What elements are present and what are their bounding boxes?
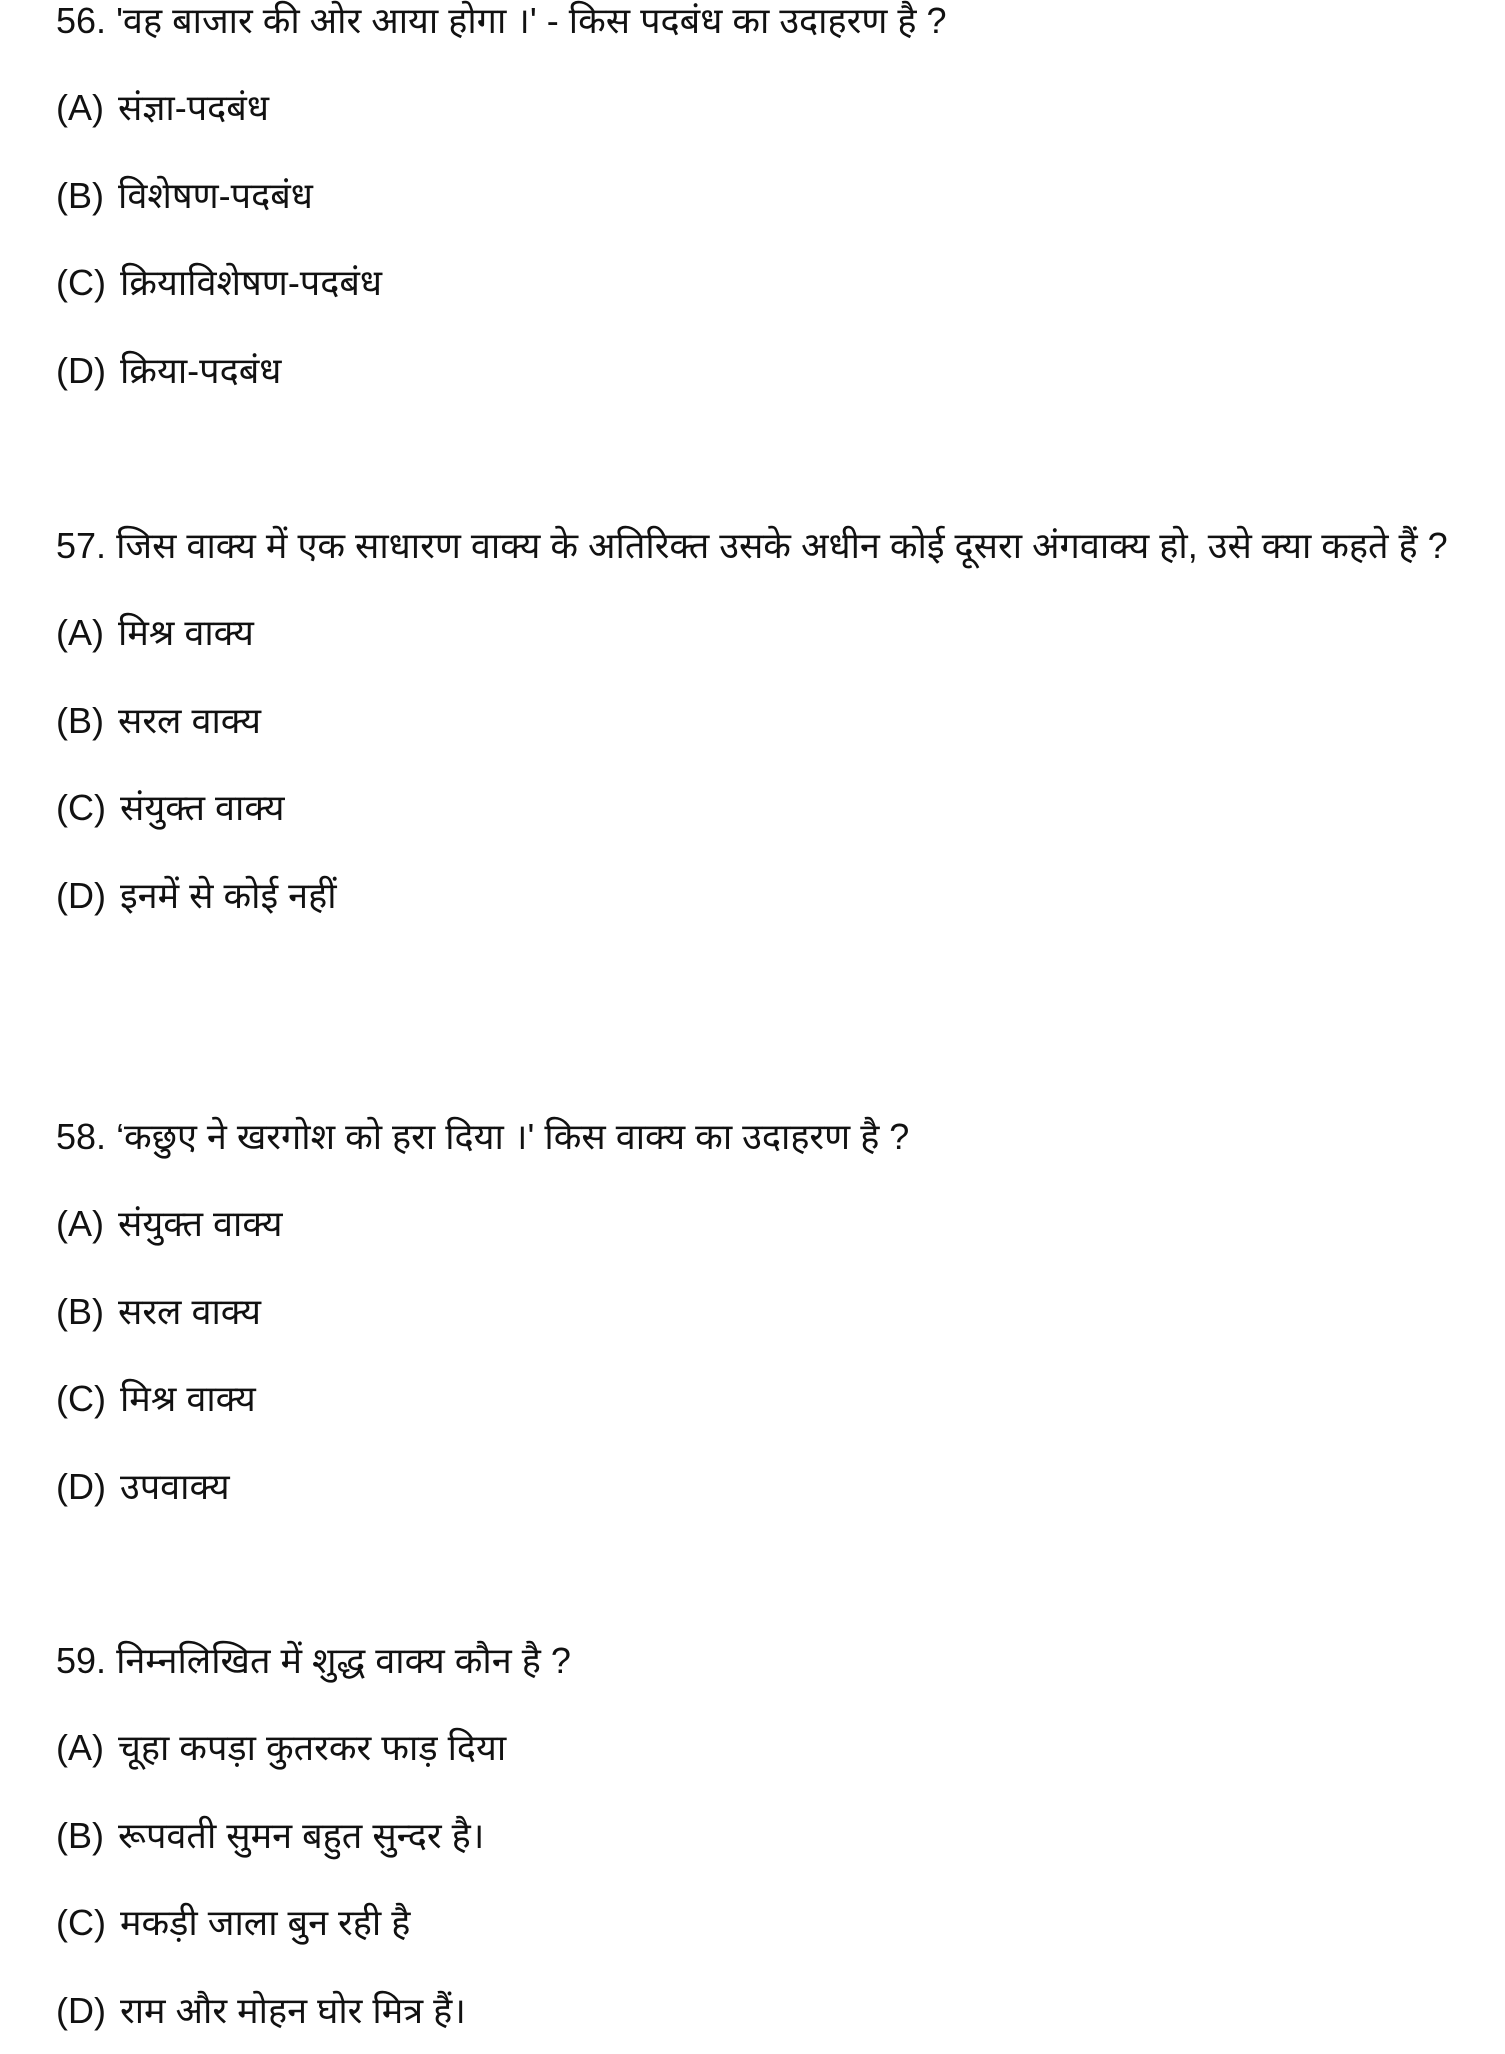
option-text: राम और मोहन घोर मित्र हैं।: [120, 1990, 466, 2031]
option-label: (C): [56, 1902, 106, 1943]
option-a[interactable]: [56, 64, 1456, 152]
option-text: मिश्र वाक्य: [118, 612, 254, 653]
option-text: क्रियाविशेषण-पदबंध: [120, 262, 382, 303]
option-label: (C): [56, 262, 106, 303]
option-label: (A): [56, 87, 104, 128]
option-c[interactable]: [56, 764, 1456, 852]
option-text: संयुक्त वाक्य: [120, 787, 285, 828]
question-59: [56, 1628, 1456, 2054]
option-c[interactable]: [56, 1355, 1456, 1443]
question-58: [56, 1104, 1456, 1530]
option-b[interactable]: [56, 1792, 1456, 1880]
option-label: (D): [56, 1466, 106, 1507]
option-label: (D): [56, 875, 106, 916]
option-label: (D): [56, 350, 106, 391]
question-body: जिस वाक्य में एक साधारण वाक्य के अतिरिक्त उसके अधीन कोई दूसरा अंगवाक्य हो, उसे क्या कहते हैं ?: [116, 525, 1448, 566]
option-c[interactable]: [56, 1879, 1456, 1967]
question-text: [56, 1104, 1456, 1169]
option-d[interactable]: [56, 1443, 1456, 1531]
option-label: (D): [56, 1990, 106, 2031]
option-label: (A): [56, 612, 104, 653]
option-b[interactable]: [56, 1268, 1456, 1356]
question-number: 56.: [56, 0, 106, 41]
option-label: (B): [56, 1291, 104, 1332]
option-d[interactable]: [56, 327, 1456, 415]
question-57: [56, 513, 1456, 939]
option-a[interactable]: [56, 589, 1456, 677]
question-body: निम्नलिखित में शुद्ध वाक्य कौन है ?: [116, 1640, 571, 1681]
question-body: 'वह बाजार की ओर आया होगा ।' - किस पदबंध का उदाहरण है ?: [116, 0, 946, 41]
option-text: संयुक्त वाक्य: [118, 1203, 283, 1244]
question-number: 59.: [56, 1640, 106, 1681]
question-number: 58.: [56, 1116, 106, 1157]
question-number: 57.: [56, 525, 106, 566]
question-56: [56, 0, 1456, 414]
option-a[interactable]: [56, 1180, 1456, 1268]
option-text: संज्ञा-पदबंध: [118, 87, 269, 128]
option-d[interactable]: [56, 1967, 1456, 2054]
option-b[interactable]: [56, 152, 1456, 240]
option-text: सरल वाक्य: [118, 1291, 261, 1332]
question-body: ‘कछुए ने खरगोश को हरा दिया ।' किस वाक्य का उदाहरण है ?: [116, 1116, 909, 1157]
option-label: (A): [56, 1203, 104, 1244]
option-text: इनमें से कोई नहीं: [120, 875, 337, 916]
option-text: मकड़ी जाला बुन रही है: [120, 1902, 410, 1943]
option-c[interactable]: [56, 239, 1456, 327]
option-d[interactable]: [56, 852, 1456, 940]
option-text: उपवाक्य: [120, 1466, 230, 1507]
option-text: चूहा कपड़ा कुतरकर फाड़ दिया: [118, 1727, 506, 1768]
option-label: (B): [56, 1815, 104, 1856]
option-label: (C): [56, 1378, 106, 1419]
option-label: (C): [56, 787, 106, 828]
option-text: क्रिया-पदबंध: [120, 350, 281, 391]
option-a[interactable]: [56, 1704, 1456, 1792]
option-text: रूपवती सुमन बहुत सुन्दर है।: [118, 1815, 484, 1856]
option-label: (B): [56, 175, 104, 216]
question-text: [56, 1628, 1456, 1693]
option-label: (A): [56, 1727, 104, 1768]
option-label: (B): [56, 700, 104, 741]
question-text: [56, 513, 1456, 578]
option-text: मिश्र वाक्य: [120, 1378, 256, 1419]
option-text: विशेषण-पदबंध: [118, 175, 313, 216]
option-b[interactable]: [56, 677, 1456, 765]
option-text: सरल वाक्य: [118, 700, 261, 741]
question-text: [56, 0, 1456, 53]
